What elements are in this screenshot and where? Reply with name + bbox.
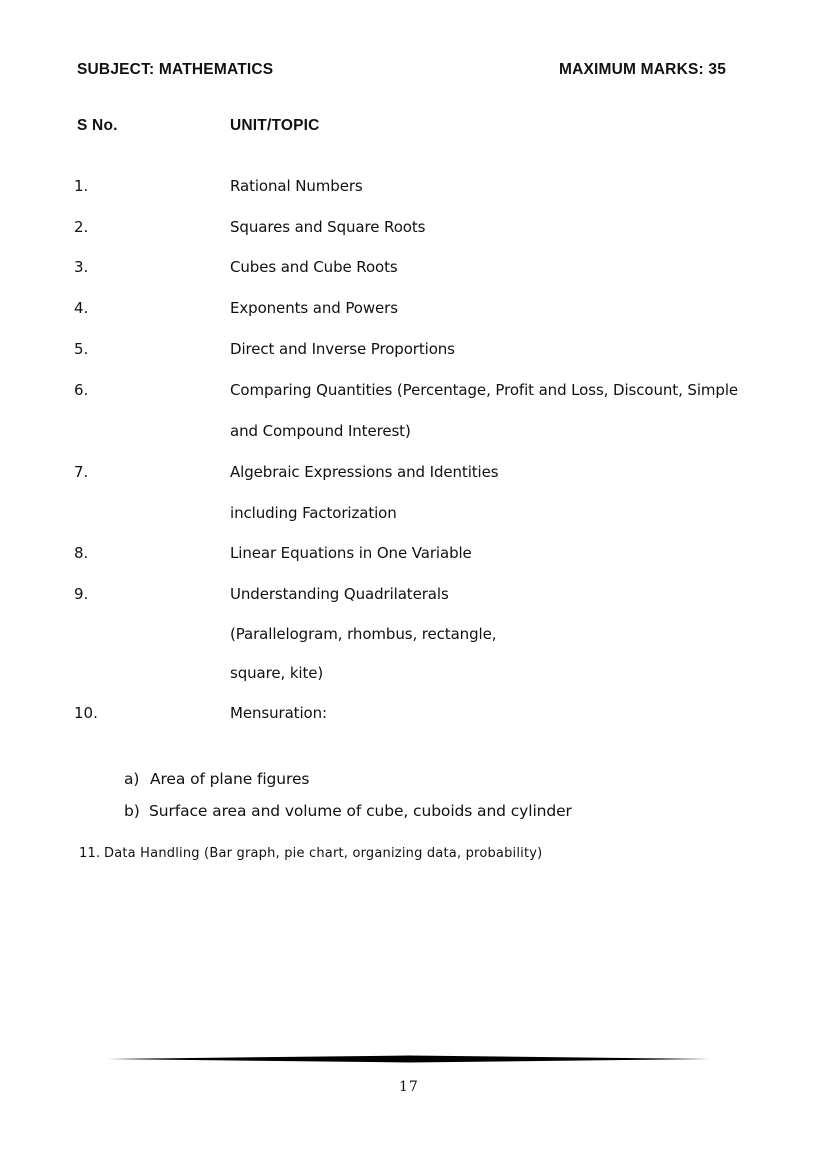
topic-text-continued: and Compound Interest) [230,422,411,440]
topic-number: 11. [79,846,101,861]
topic-text: Understanding Quadrilaterals [230,585,449,603]
topic-number: 9. [74,585,89,603]
topic-number: 4. [74,299,89,317]
topic-number: 2. [74,218,89,236]
topic-text: Cubes and Cube Roots [230,258,398,276]
topic-text: Algebraic Expressions and Identities [230,463,499,481]
topic-text: Squares and Square Roots [230,218,426,236]
topic-text: Linear Equations in One Variable [230,544,472,562]
topic-text: Data Handling (Bar graph, pie chart, organizing data, probability) [104,846,543,861]
topic-text-continued: (Parallelogram, rhombus, rectangle, [230,625,497,643]
subitem-marker: b) [124,802,140,820]
subitem-text: Area of plane figures [150,770,310,788]
sno-column-header: S No. [77,117,118,134]
page-number: 17 [399,1079,419,1095]
topic-number: 5. [74,340,89,358]
topic-number: 1. [74,177,89,195]
subitem-text: Surface area and volume of cube, cuboids and cylinder [149,802,572,820]
subject-heading: SUBJECT: MATHEMATICS [77,61,274,78]
max-marks-heading: MAXIMUM MARKS: 35 [559,61,727,78]
topic-text: Rational Numbers [230,177,363,195]
topic-number: 7. [74,463,89,481]
topic-text: Comparing Quantities (Percentage, Profit and Loss, Discount, Simple [230,381,739,399]
topic-text: Exponents and Powers [230,299,398,317]
topic-text-continued: square, kite) [230,664,324,682]
footer-rule [108,1054,710,1064]
topic-text-continued: including Factorization [230,504,397,522]
topic-number: 6. [74,381,89,399]
topic-number: 3. [74,258,89,276]
topic-number: 10. [74,704,98,722]
topic-text: Direct and Inverse Proportions [230,340,455,358]
subitem-marker: a) [124,770,140,788]
topic-text: Mensuration: [230,704,327,722]
topic-column-header: UNIT/TOPIC [230,117,320,134]
topic-number: 8. [74,544,89,562]
